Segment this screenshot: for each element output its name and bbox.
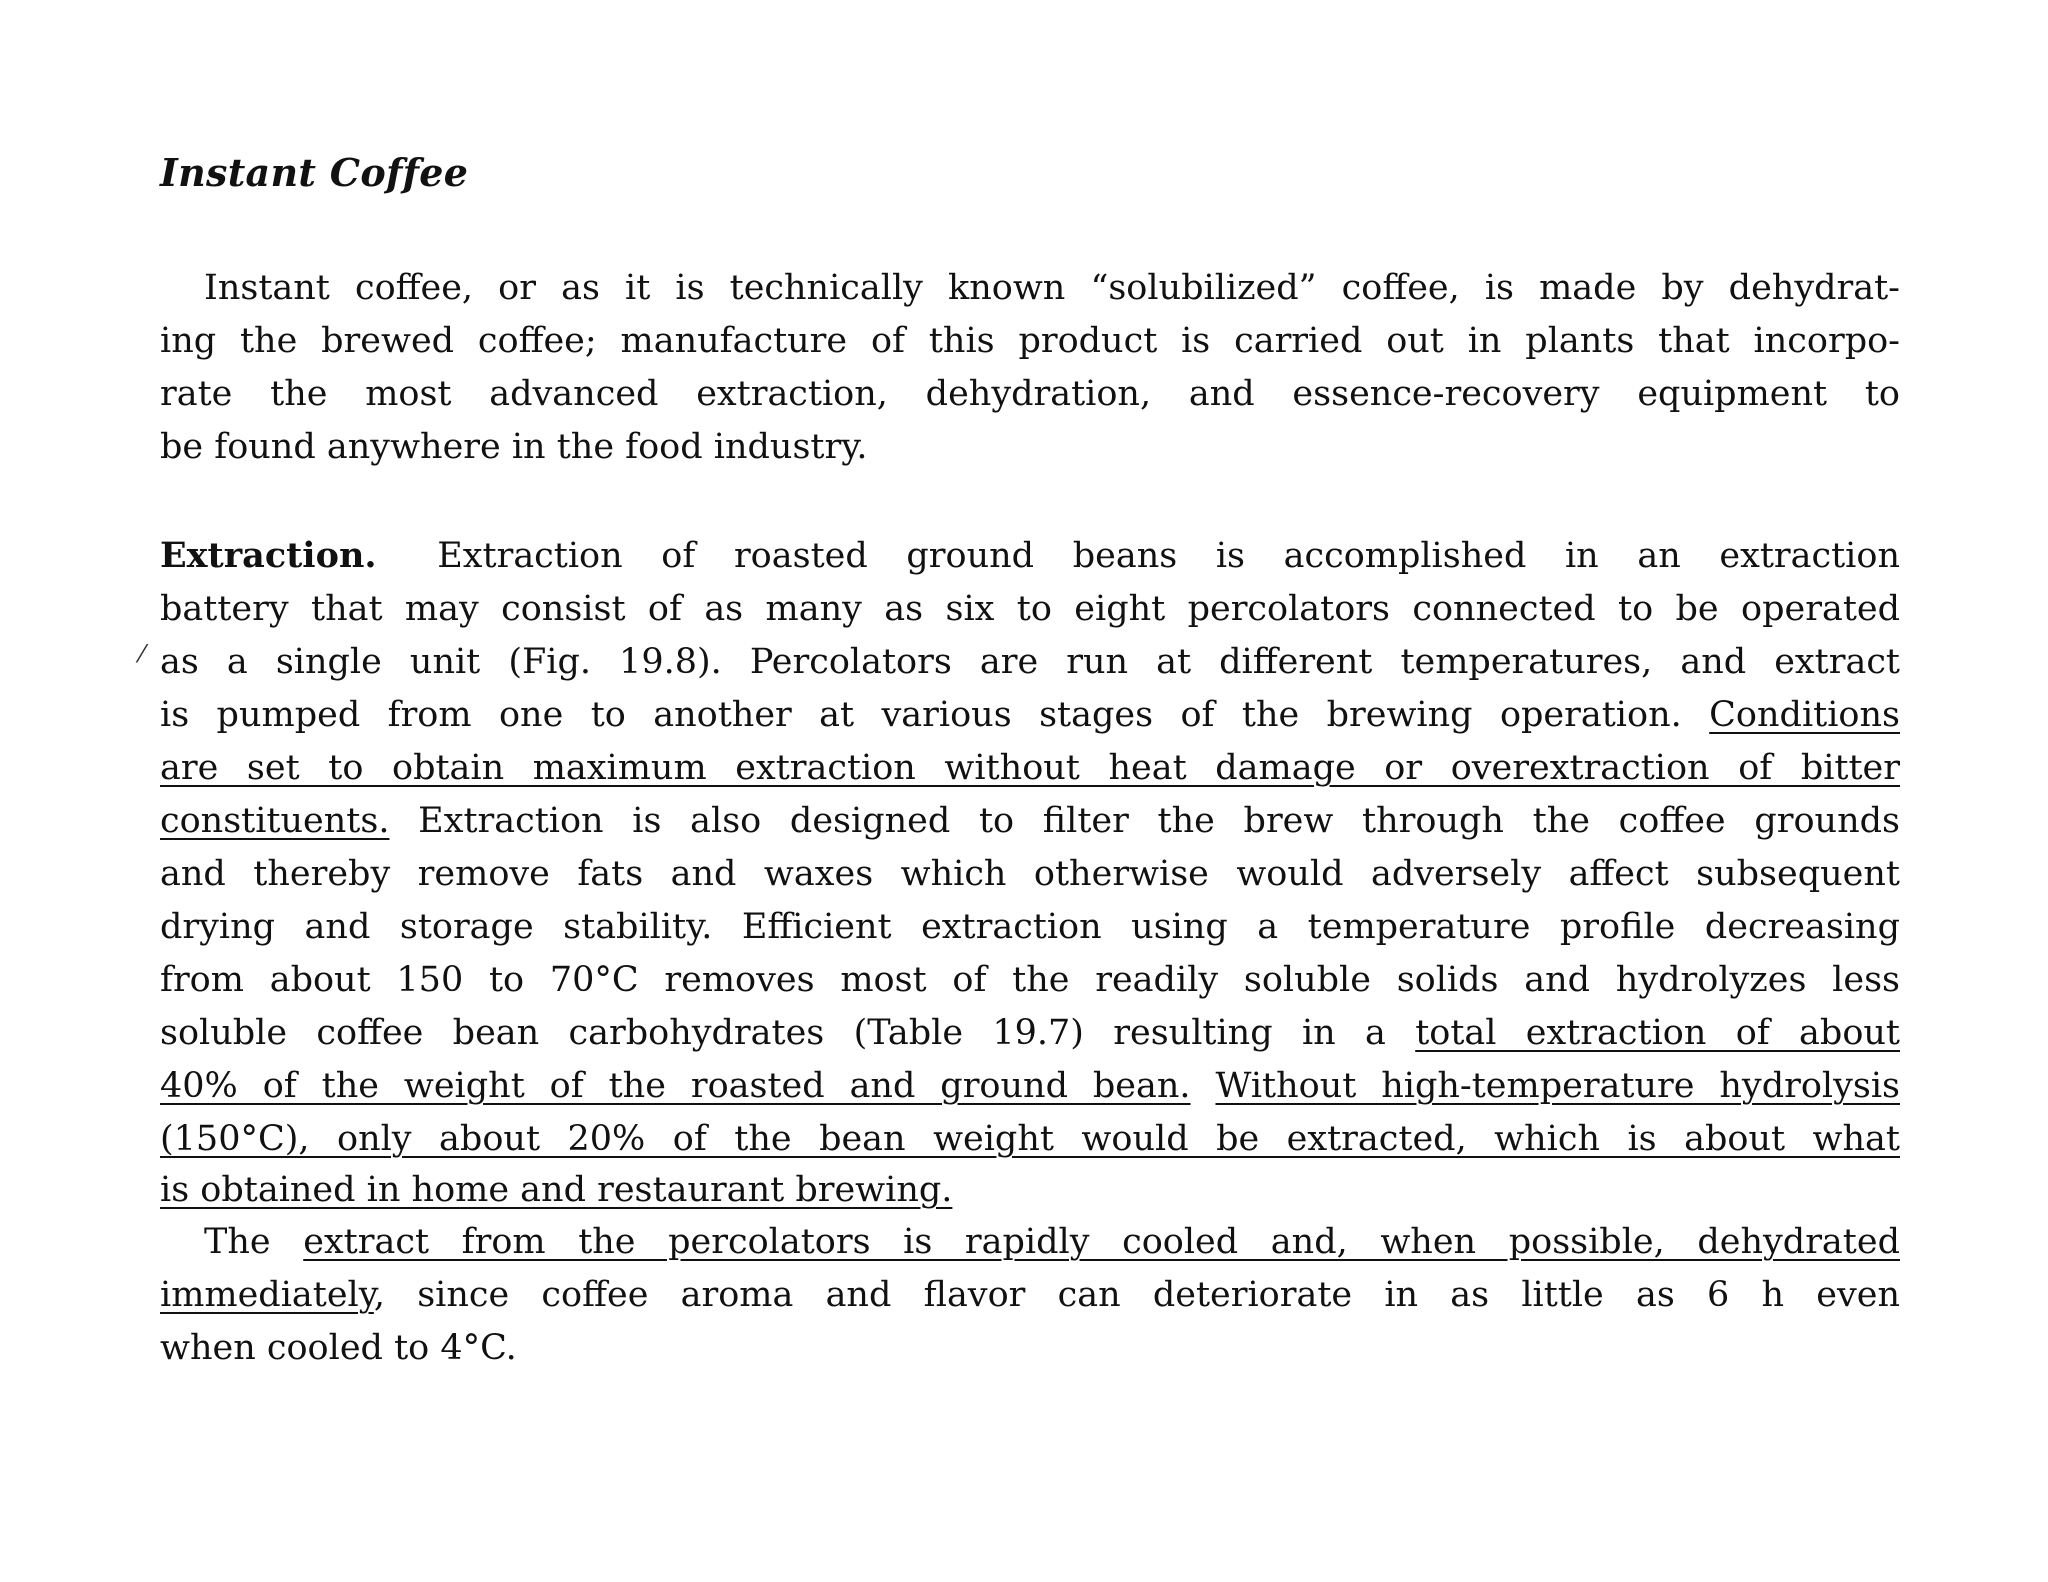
paragraph-3-line-3: when cooled to 4°C. — [160, 1328, 517, 1368]
paragraph-2-line-7: and thereby remove fats and waxes which otherwise would adversely affect subsequent — [160, 854, 1900, 894]
paragraph-1-line-3: rate the most advanced extraction, dehydration, and essence-recovery equipment to — [160, 374, 1900, 414]
line-text: soluble coffee bean carbohydrates (Table 19.7) resulting in a — [160, 1013, 1386, 1053]
underlined-text: 40% of the weight of the roasted and ground bean. — [160, 1066, 1191, 1106]
underlined-text: Conditions — [1709, 695, 1900, 735]
paragraph-1-line-4: be found anywhere in the food industry. — [160, 427, 868, 467]
pen-mark: ⁄ — [140, 640, 145, 668]
paragraph-2-line-4 — [160, 689, 1900, 741]
paragraph-2-line-13 — [160, 1164, 1900, 1216]
paragraph-2-line-12 — [160, 1113, 1900, 1165]
paragraph-2-line-8: drying and storage stability. Efficient extraction using a temperature profile decreasing — [160, 907, 1900, 947]
underlined-text: are set to obtain maximum extraction without heat damage or overextraction of bitter — [160, 748, 1900, 788]
underlined-text: is obtained in home and restaurant brewing. — [160, 1170, 953, 1210]
paragraph-1-line-1: Instant coffee, or as it is technically known “solubilized” coffee, is made by dehydrat- — [204, 268, 1900, 308]
line-text: , since coffee aroma and flavor can deteriorate in as little as 6 h even — [373, 1275, 1900, 1315]
paragraph-3-line-1 — [204, 1216, 1900, 1268]
paragraph-2-line-3: as a single unit (Fig. 19.8). Percolators are run at different temperatures, and extract — [160, 642, 1900, 682]
paragraph-2-line-2: battery that may consist of as many as six to eight percolators connected to be operated — [160, 589, 1900, 629]
line-text: Extraction of roasted ground beans is accomplished in an extraction — [437, 536, 1900, 576]
paragraph-1-line-2: ing the brewed coffee; manufacture of this product is carried out in plants that incorpo- — [160, 321, 1900, 361]
underlined-text: (150°C), only about 20% of the bean weight would be extracted, which is about what — [160, 1119, 1900, 1159]
line-text: is pumped from one to another at various stages of the brewing operation. — [160, 695, 1682, 735]
paragraph-3-line-2 — [160, 1269, 1900, 1321]
paragraph-2-line-11 — [160, 1060, 1900, 1112]
line-text: The — [204, 1222, 271, 1262]
underlined-text: total extraction of about — [1415, 1013, 1900, 1053]
underlined-text: Without high-temperature hydrolysis — [1215, 1066, 1900, 1106]
paragraph-2-line-9: from about 150 to 70°C removes most of the readily soluble solids and hydrolyzes less — [160, 960, 1900, 1000]
paragraph-2-line-6 — [160, 795, 1900, 847]
paragraph-2-line-5 — [160, 742, 1900, 794]
line-text — [160, 1275, 1900, 1315]
section-heading: Instant Coffee — [160, 150, 469, 195]
underlined-text: immediately — [160, 1275, 374, 1315]
underlined-text: extract from the percolators is rapidly cooled and, when possible, dehydrated — [303, 1222, 1900, 1262]
paragraph-2-line-10 — [160, 1007, 1900, 1059]
paragraph-2-line-1 — [160, 530, 1900, 582]
line-text: Extraction is also designed to filter the brew through the coffee grounds — [418, 801, 1900, 841]
underlined-text: constituents. — [160, 801, 390, 841]
run-in-heading: Extraction. — [160, 535, 377, 576]
